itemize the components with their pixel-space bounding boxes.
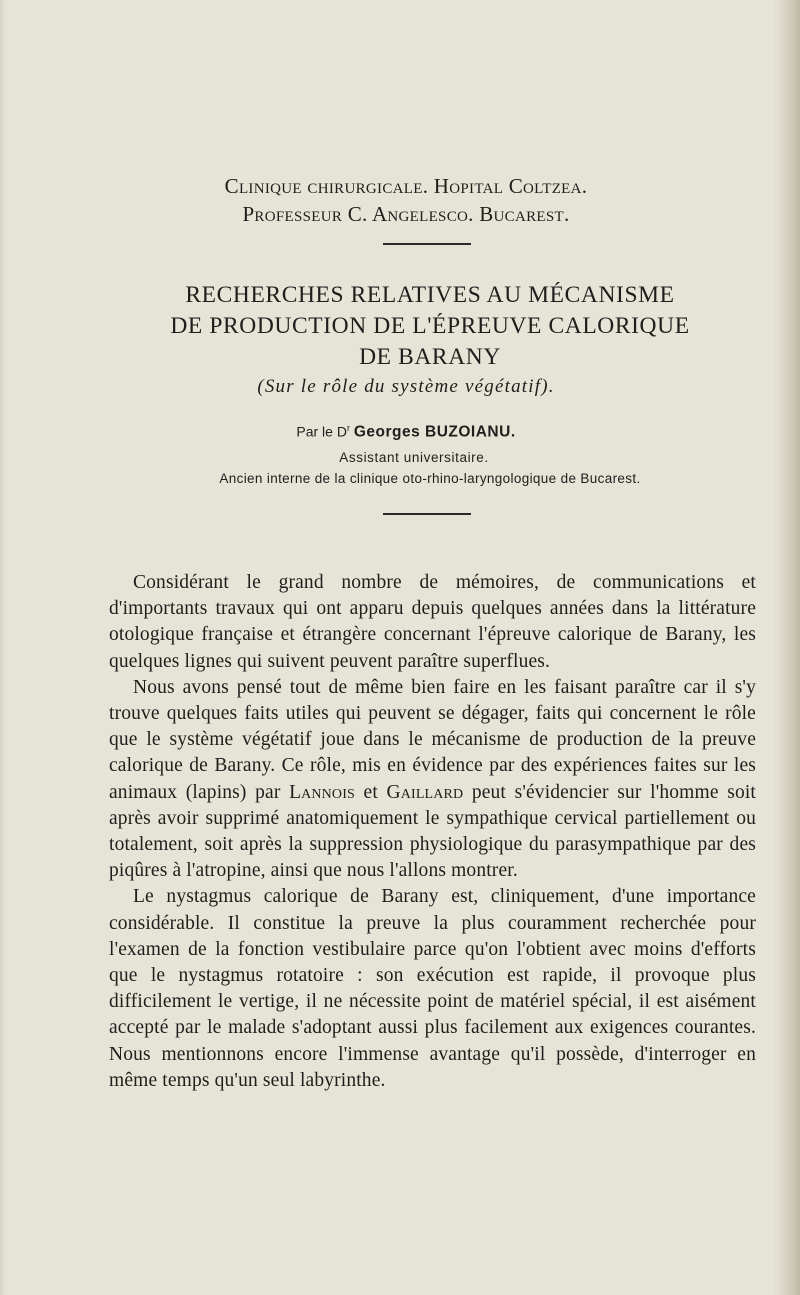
professor-line: Professeur C. Angelesco. Bucarest. bbox=[242, 202, 570, 226]
paragraph-2-part-b: et bbox=[354, 781, 387, 803]
author-prefix: Par le D bbox=[296, 423, 347, 440]
paragraph-2-part-c: peut s'évidencier sur l'homme soit après avoir supprimé anatomiquement le sympathique cervical partiellement ou totalement, soit après la suppression physiologique du parasympathique par des piqûres à l'atropine, ainsi que nous l'allons montrer. bbox=[109, 781, 756, 882]
article-body bbox=[109, 570, 756, 1094]
author-position: Assistant universitaire. bbox=[339, 450, 489, 465]
paragraph-2 bbox=[109, 675, 756, 885]
paragraph-1: Considérant le grand nombre de mémoires, de communications et d'importants travaux qui ont apparu depuis quelques années dans la littérature otologique française et étrangère concernant l'épreuve calorique de Barany, les quelques lignes qui suivent peuvent paraître superflues. bbox=[109, 572, 756, 672]
author-line bbox=[0, 423, 800, 442]
article-subtitle: (Sur le rôle du système végétatif). bbox=[257, 376, 555, 397]
institution-line: Clinique chirurgicale. Hopital Coltzea. bbox=[224, 174, 588, 198]
title-line-1: RECHERCHES RELATIVES AU MÉCANISME bbox=[185, 282, 675, 308]
author-name: Georges BUZOIANU. bbox=[353, 423, 516, 441]
paragraph-2-part-a: Nous avons pensé tout de même bien faire en les faisant paraître car il s'y trouve quelques faits utiles qui peuvent se dégager, faits qui concernent le rôle que le système végétatif joue dans le mécanisme de production de la preuve calorique de Barany. Ce rôle, mis en évidence par des expériences faites sur les animaux (lapins) par bbox=[109, 676, 756, 803]
cited-author-lannois: Lannois bbox=[289, 781, 355, 803]
author-affiliation: Ancien interne de la clinique oto-rhino-laryngologique de Bucarest. bbox=[219, 471, 641, 486]
section-rule bbox=[383, 513, 471, 515]
article-title bbox=[0, 280, 800, 373]
author-prefix-sup: r bbox=[346, 423, 350, 433]
institution-header bbox=[0, 172, 800, 228]
cited-author-gaillard: Gaillard bbox=[386, 781, 464, 803]
title-line-3: DE BARANY bbox=[359, 344, 501, 370]
paragraph-3: Le nystagmus calorique de Barany est, cliniquement, d'une importance considérable. Il constitue la preuve la plus couramment recherchée pour l'examen de la fonction vestibulaire parce qu'on l'obtient avec moins d'efforts que le nystagmus rotatoire : son exécution est rapide, il provoque plus difficilement le vertige, il ne nécessite point de matériel spécial, il est aisément accepté par le malade s'adoptant aussi plus facilement aux exigences courantes. Nous mentionnons encore l'immense avantage qu'il possède, d'interroger en même temps qu'un seul labyrinthe. bbox=[109, 886, 756, 1091]
title-line-2: DE PRODUCTION DE L'ÉPREUVE CALORIQUE bbox=[170, 313, 690, 339]
header-rule bbox=[383, 243, 471, 245]
